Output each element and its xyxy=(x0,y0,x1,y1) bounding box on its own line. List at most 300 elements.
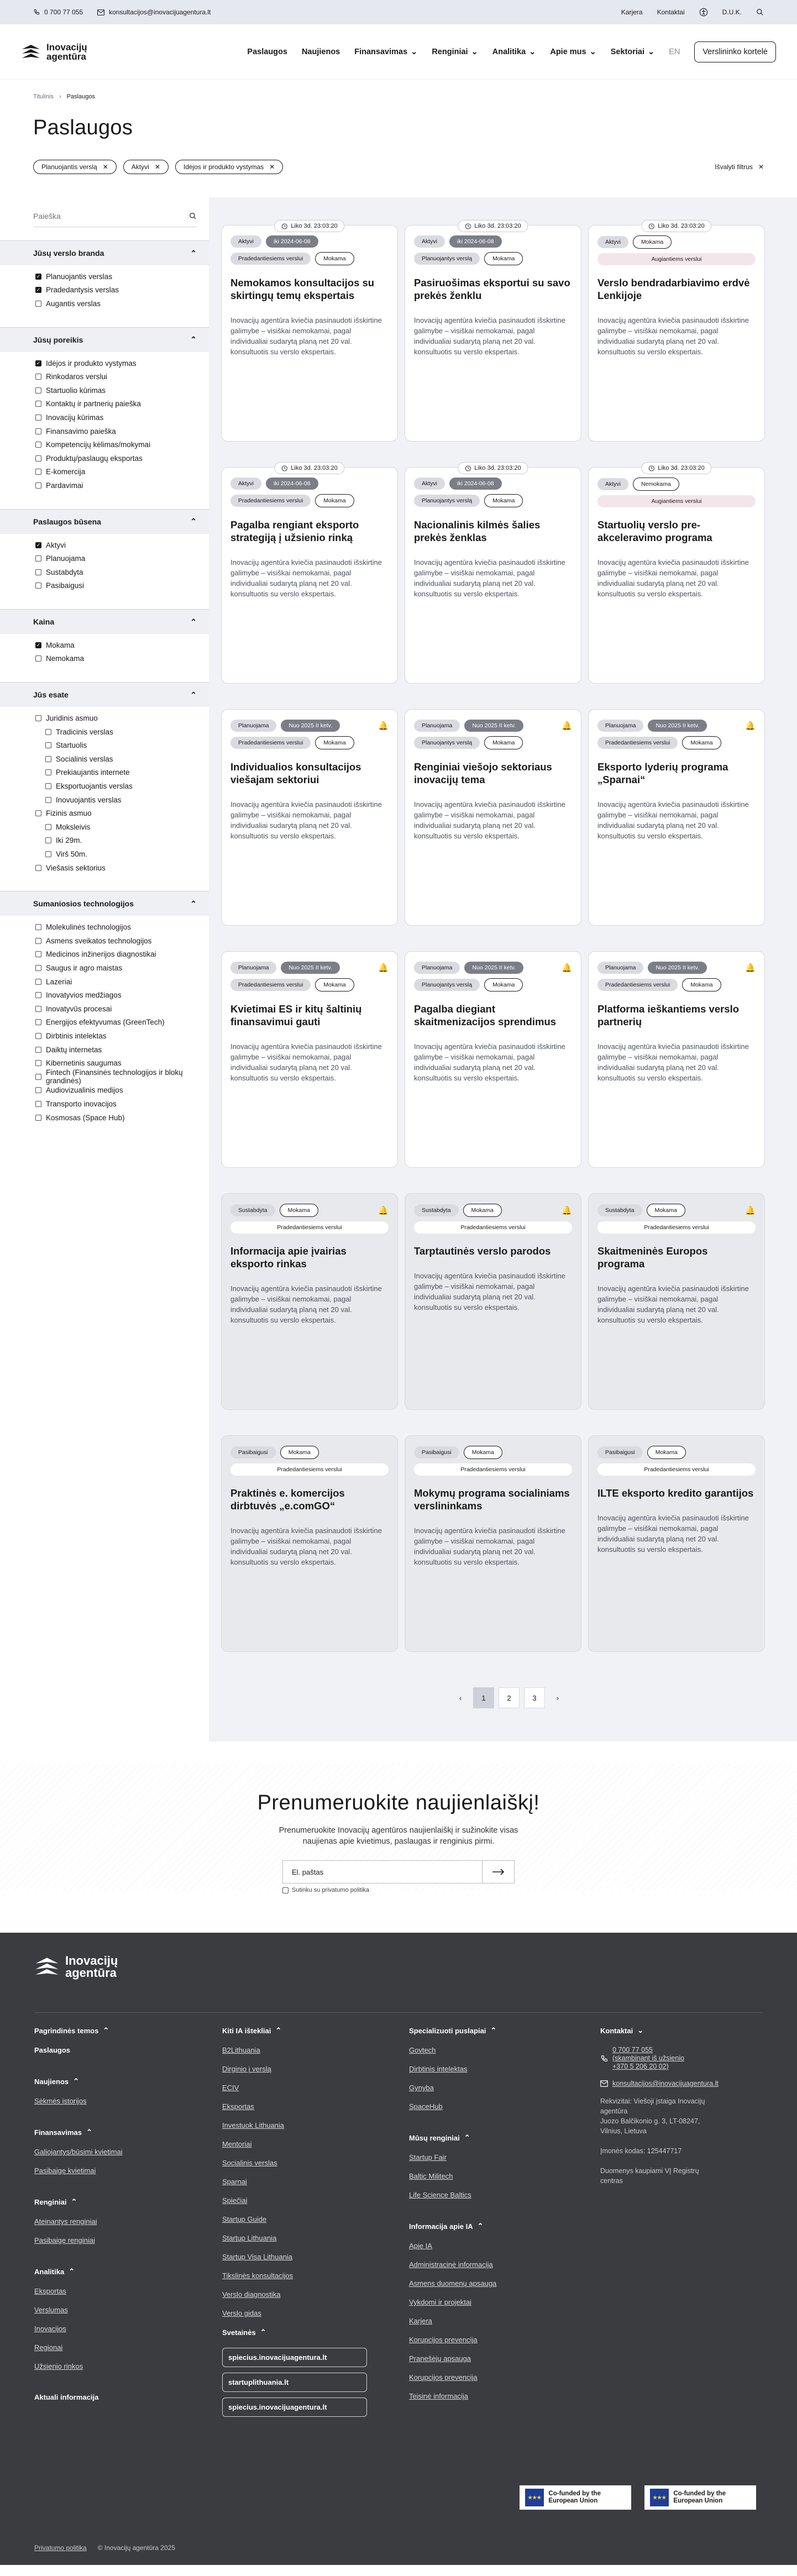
footer-link[interactable]: Korupcijos prevencija xyxy=(409,2336,478,2344)
checkbox[interactable] xyxy=(35,374,41,380)
card-title[interactable]: Pagalba diegiant skaitmenizacijos sprendimus xyxy=(414,1003,557,1027)
filter-option-label: Startuolio kūrimas xyxy=(46,386,106,395)
service-card[interactable] xyxy=(588,951,765,1168)
page-button[interactable]: 2 xyxy=(499,1687,520,1708)
footer-link[interactable]: Life Science Baltics xyxy=(409,2191,471,2199)
footer-logo[interactable] xyxy=(34,1955,763,1979)
nav-apie-mus[interactable]: Apie mus ⌄ xyxy=(550,47,596,56)
filter-option[interactable] xyxy=(35,820,209,834)
checkbox[interactable]: ✓ xyxy=(36,542,41,548)
checkbox[interactable] xyxy=(35,387,41,394)
footer-link[interactable]: Karjera xyxy=(409,2317,432,2325)
card-title[interactable]: Informacija apie įvairias eksporto rinkas xyxy=(230,1245,347,1269)
filter-option[interactable] xyxy=(35,438,209,452)
checkbox[interactable] xyxy=(35,415,41,421)
card-title[interactable]: Skaitmeninės Europos programa xyxy=(597,1245,708,1269)
card-badges-row xyxy=(597,1446,756,1459)
footer-link[interactable]: B2Lithuania xyxy=(222,2046,260,2054)
footer-link[interactable]: Dirginio į verslą xyxy=(222,2065,271,2073)
bell-icon[interactable]: 🔔 xyxy=(378,963,389,973)
footer-link[interactable]: Govtech xyxy=(409,2046,436,2054)
filter-option[interactable] xyxy=(35,356,209,370)
newsletter-description: Prenumeruokite Inovacijų agentūros naujienlaiškį ir sužinokite visas naujienas apie kvietimus, paslaugas ir renginius pirmi. xyxy=(279,1826,518,1846)
nav-renginiai[interactable]: Renginiai ⌄ xyxy=(432,47,478,56)
close-icon[interactable]: ✕ xyxy=(102,163,108,171)
eu-flag-icon: ★★★ xyxy=(525,2489,544,2506)
checkbox[interactable] xyxy=(35,810,41,816)
consent-checkbox[interactable] xyxy=(282,1887,289,1893)
footer-phone[interactable]: 0 700 77 055 (skambinant iš užsienio +370 5 206 20 02) xyxy=(600,2046,766,2071)
filter-option[interactable] xyxy=(35,579,209,593)
checkbox[interactable] xyxy=(35,1101,41,1107)
tag-badge: Mokama xyxy=(682,978,721,991)
checkbox[interactable] xyxy=(35,1060,41,1066)
footer-contacts-title: Kontaktai ⌄ xyxy=(600,2026,644,2035)
bell-icon[interactable]: 🔔 xyxy=(378,1206,389,1215)
card-description: Inovacijų agentūra kviečia pasinaudoti išskirtine galimybe – visiškai nemokamai, pagal individualiai sudarytą planą net 20 val. konsultuotis su verslo ekspertais. xyxy=(597,1514,749,1554)
filter-option[interactable] xyxy=(35,1084,209,1098)
footer-group-title[interactable] xyxy=(409,2222,600,2231)
checkbox[interactable]: ✓ xyxy=(36,287,41,293)
filter-option-label: Finansavimo paieška xyxy=(46,427,116,436)
footer-link[interactable]: Apie IA xyxy=(409,2242,432,2250)
filter-group-header[interactable] xyxy=(0,891,209,916)
checkbox[interactable] xyxy=(35,482,41,489)
checkbox[interactable] xyxy=(35,569,41,575)
card-title[interactable]: Kvietimai ES ir kitų šaltinių finansavimui gauti xyxy=(230,1003,362,1027)
card-title[interactable]: Mokymų programa socialiniams verslininkams xyxy=(414,1487,570,1512)
footer-link[interactable]: Dirbtinis intelektas xyxy=(409,2065,468,2073)
footer-link[interactable]: Socialinis verslas xyxy=(222,2159,277,2167)
card-title[interactable]: Pasiruošimas eksportui su savo prekės ženklu xyxy=(414,277,570,301)
footer-link[interactable]: Startup Guide xyxy=(222,2215,267,2223)
filter-option[interactable] xyxy=(35,806,209,820)
filter-option[interactable] xyxy=(35,465,209,479)
footer-link[interactable]: Pasibaigę renginiai xyxy=(34,2236,95,2244)
filter-chip[interactable]: Aktyvi ✕ xyxy=(123,160,169,174)
checkbox[interactable] xyxy=(35,455,41,461)
filter-option[interactable] xyxy=(35,847,209,861)
logo[interactable] xyxy=(21,43,87,61)
card-badges-row xyxy=(597,478,756,491)
filter-option[interactable] xyxy=(35,725,209,739)
footer-group-title[interactable] xyxy=(409,2133,600,2142)
footer-group-title[interactable] xyxy=(34,2077,222,2086)
filter-option[interactable] xyxy=(35,975,209,989)
checkbox[interactable] xyxy=(35,401,41,407)
page-button[interactable]: 1 xyxy=(473,1687,494,1708)
deadline-text: Liko 3d. 23:03:20 xyxy=(291,223,338,229)
filter-group-header[interactable] xyxy=(0,510,209,534)
checkbox[interactable] xyxy=(35,1047,41,1053)
filter-option[interactable] xyxy=(35,1111,209,1125)
search-icon[interactable] xyxy=(756,8,764,16)
card-badges-row xyxy=(597,235,756,249)
tag-badge: Mokama xyxy=(315,494,354,507)
bell-icon[interactable]: 🔔 xyxy=(378,721,389,731)
email-link[interactable]: konsultacijos@inovacijuagentura.lt xyxy=(97,8,211,16)
footer-link[interactable]: Regionai xyxy=(34,2343,63,2352)
checkbox[interactable] xyxy=(35,655,41,662)
checkbox[interactable] xyxy=(45,783,51,789)
checkbox[interactable]: ✓ xyxy=(36,360,41,366)
footer-group-title-text: Pagrindinės temos xyxy=(34,2026,99,2035)
filter-option[interactable] xyxy=(35,424,209,438)
service-card[interactable] xyxy=(588,225,765,442)
filter-option[interactable] xyxy=(35,752,209,766)
service-card[interactable] xyxy=(405,1435,581,1652)
filter-option-label: Mokama xyxy=(46,641,75,649)
card-title[interactable]: Praktinės e. komercijos dirbtuvės „e.comGO“ xyxy=(230,1487,345,1512)
checkbox[interactable] xyxy=(35,938,41,944)
faq-link[interactable]: D.U.K. xyxy=(722,8,742,16)
checkbox[interactable] xyxy=(35,865,41,871)
chevron-right-icon: › xyxy=(59,93,61,100)
filter-option[interactable] xyxy=(35,934,209,948)
footer-group-title[interactable] xyxy=(34,2267,222,2276)
tag-badge: Pradedantiesiems verslui xyxy=(230,979,311,991)
checkbox[interactable] xyxy=(45,837,51,843)
checkbox[interactable] xyxy=(45,729,51,735)
footer-group-title-text: Mūsų renginiai xyxy=(409,2133,460,2142)
filter-option-label: Molekulinės technologijos xyxy=(46,923,131,932)
footer-email[interactable]: konsultacijos@inovacijuagentura.lt xyxy=(600,2080,766,2087)
card-badges-row xyxy=(414,962,572,974)
privacy-link[interactable]: Privatumo politika xyxy=(34,2544,87,2552)
chevron-down-icon: ⌄ xyxy=(589,47,596,56)
footer-link[interactable]: Pasibaigę kvietimai xyxy=(34,2166,96,2175)
footer-link[interactable]: Korupcijos prevencija xyxy=(409,2373,478,2381)
close-icon[interactable]: ✕ xyxy=(154,163,160,171)
footer-link[interactable]: Inovacijos xyxy=(34,2325,66,2333)
checkbox[interactable]: ✓ xyxy=(36,273,41,279)
checkbox[interactable] xyxy=(35,924,41,930)
filter-option[interactable] xyxy=(35,1043,209,1057)
filter-group-header[interactable] xyxy=(0,328,209,352)
chevron-up-icon: ⌃ xyxy=(73,2077,80,2085)
filter-option[interactable] xyxy=(35,397,209,411)
card-description: Inovacijų agentūra kviečia pasinaudoti išskirtine galimybe – visiškai nemokamai, pagal individualiai sudarytą planą net 20 val. konsultuotis su verslo ekspertais. xyxy=(597,1284,749,1324)
tag-badge: Planuojantys verslą xyxy=(414,737,480,749)
service-card[interactable] xyxy=(405,1193,581,1410)
filter-option[interactable] xyxy=(35,538,209,552)
filter-option[interactable] xyxy=(35,1016,209,1030)
filter-option[interactable] xyxy=(35,638,209,652)
site-button[interactable]: spiecius.inovacijuagentura.lt xyxy=(222,2348,367,2367)
filter-option[interactable] xyxy=(35,920,209,934)
card-title[interactable]: Nacionalinis kilmės šalies prekės ženklas xyxy=(414,519,541,543)
checkbox[interactable] xyxy=(35,1074,41,1080)
card-title[interactable]: ILTE eksporto kredito garantijos xyxy=(597,1487,754,1499)
footer-link[interactable]: Gynyba xyxy=(409,2084,434,2092)
footer-link[interactable]: Investuok Lithuania xyxy=(222,2121,285,2129)
footer-link[interactable]: Užsienio rinkos xyxy=(34,2362,83,2370)
service-card[interactable] xyxy=(588,1435,765,1652)
bell-icon[interactable]: 🔔 xyxy=(562,963,572,973)
footer-link[interactable]: Startup Fair xyxy=(409,2153,447,2161)
checkbox[interactable] xyxy=(35,992,41,998)
spacer xyxy=(34,2116,222,2128)
filter-option[interactable] xyxy=(35,411,209,424)
card-title[interactable]: Pagalba rengiant eksporto strategiją į užsienio rinką xyxy=(230,519,359,543)
deadline-badge xyxy=(274,462,344,474)
site-button[interactable]: spiecius.inovacijuagentura.lt xyxy=(222,2397,367,2417)
logo-mark-icon xyxy=(21,44,41,60)
card-title[interactable]: Individualios konsultacijos viešajam sektoriui xyxy=(230,761,361,785)
filter-option[interactable] xyxy=(35,370,209,384)
bell-icon[interactable]: 🔔 xyxy=(562,1206,572,1215)
checkbox[interactable] xyxy=(45,797,51,803)
breadcrumb-home[interactable]: Titulinis xyxy=(33,93,54,100)
filter-option[interactable] xyxy=(35,384,209,397)
checkbox[interactable] xyxy=(35,428,41,434)
footer-link[interactable]: Verslo gidas xyxy=(222,2309,261,2317)
service-card[interactable] xyxy=(405,709,581,926)
checkbox[interactable] xyxy=(35,1006,41,1012)
filter-option[interactable] xyxy=(35,1029,209,1043)
footer-group-title[interactable] xyxy=(222,2026,409,2035)
status-badge: Nuo 2025 II ketv. xyxy=(464,962,523,974)
bell-icon[interactable]: 🔔 xyxy=(562,721,572,731)
chevron-up-icon[interactable]: ⌃ xyxy=(190,335,197,344)
footer-link[interactable]: Aktuali informacija xyxy=(34,2393,99,2401)
checkbox[interactable] xyxy=(35,965,41,971)
filter-sidebar xyxy=(0,197,209,1741)
search-icon[interactable] xyxy=(189,212,197,220)
footer-link[interactable]: Paslaugos xyxy=(34,2046,71,2054)
chevron-up-icon[interactable]: ⌃ xyxy=(190,617,197,626)
site-button[interactable]: startuplithuania.lt xyxy=(222,2373,367,2392)
card-title[interactable]: Verslo bendradarbiavimo erdvė Lenkijoje xyxy=(597,277,750,301)
footer-link[interactable]: Pranešėjų apsauga xyxy=(409,2354,471,2363)
service-card[interactable] xyxy=(221,1435,398,1652)
footer-group-title[interactable] xyxy=(222,2328,409,2337)
footer-address: Rekvizitai: Viešoji įstaiga Inovacijų agentūra Juozo Balčikonio g. 3, LT-08247, Vilnius, Lietuva xyxy=(600,2097,705,2135)
footer-link[interactable]: Asmens duomenų apsauga xyxy=(409,2279,497,2288)
filter-option[interactable] xyxy=(35,766,209,780)
deadline-text: Liko 3d. 23:03:20 xyxy=(658,223,705,229)
clock-icon xyxy=(465,223,471,229)
footer-group-title[interactable] xyxy=(34,2197,222,2206)
language-switch[interactable]: EN xyxy=(669,47,680,56)
filter-group-header[interactable] xyxy=(0,683,209,707)
search-input[interactable] xyxy=(33,212,177,221)
contacts-link[interactable]: Kontaktai xyxy=(657,8,685,16)
nav-naujienos[interactable]: Naujienos xyxy=(301,47,340,56)
nav-finansavimas[interactable]: Finansavimas ⌄ xyxy=(354,47,418,56)
chevron-up-icon[interactable]: ⌃ xyxy=(190,248,197,258)
footer-link[interactable]: Spiečiai xyxy=(222,2196,248,2205)
footer-link[interactable]: Mentoriai xyxy=(222,2140,252,2148)
filter-option[interactable] xyxy=(35,552,209,565)
footer xyxy=(0,1933,797,2565)
footer-link[interactable]: Sparnai xyxy=(222,2178,247,2186)
card-description: Inovacijų agentūra kviečia pasinaudoti išskirtine galimybe – visiškai nemokamai, pagal individualiai sudarytą planą net 20 val. konsultuotis su verslo ekspertais. xyxy=(230,558,382,598)
close-icon[interactable]: ✕ xyxy=(269,163,275,171)
footer-link[interactable]: Startup Lithuania xyxy=(222,2234,277,2242)
footer-link[interactable]: Sėkmės istorijos xyxy=(34,2097,87,2105)
newsletter-email-input[interactable]: El. paštas xyxy=(292,1867,324,1876)
checkbox[interactable] xyxy=(45,742,51,748)
footer-link[interactable]: ECIV xyxy=(222,2084,239,2092)
card-badges-row xyxy=(414,1204,572,1217)
filter-chip[interactable]: Idėjos ir produkto vystymas ✕ xyxy=(175,160,283,174)
service-card[interactable] xyxy=(221,709,398,926)
service-card[interactable] xyxy=(405,225,581,442)
nav-analitika[interactable]: Analitika ⌄ xyxy=(492,47,536,56)
spacer xyxy=(409,2210,600,2222)
filter-option[interactable] xyxy=(35,779,209,793)
nav-sektoriai[interactable]: Sektoriai ⌄ xyxy=(610,47,655,56)
filter-option[interactable] xyxy=(35,834,209,848)
footer-group-title[interactable] xyxy=(34,2128,222,2137)
checkbox[interactable] xyxy=(35,583,41,589)
footer-link[interactable]: Verslo diagnostika xyxy=(222,2290,281,2299)
arrow-right-icon[interactable] xyxy=(482,1861,514,1883)
checkbox[interactable] xyxy=(45,824,51,830)
status-badge: Aktyvi xyxy=(230,478,261,490)
footer-group-title-text: Informacija apie IA xyxy=(409,2222,473,2231)
filter-group-header[interactable] xyxy=(0,610,209,634)
filter-option[interactable] xyxy=(35,565,209,579)
checkbox[interactable] xyxy=(45,769,51,775)
footer-link[interactable]: SpaceHub xyxy=(409,2102,443,2111)
filter-option-label: Pasibaigusi xyxy=(46,581,85,590)
filter-option-label: Inovuojantis verslas xyxy=(56,795,122,804)
service-card[interactable] xyxy=(221,467,398,684)
checkbox[interactable] xyxy=(35,555,41,562)
status-badge: Sustabdyta xyxy=(230,1204,275,1216)
checkbox[interactable] xyxy=(35,979,41,985)
bell-icon[interactable]: 🔔 xyxy=(745,963,756,973)
filter-option[interactable] xyxy=(35,961,209,975)
card-title[interactable]: Startuolių verslo pre-akceleravimo programa xyxy=(597,519,712,543)
card-badges-row xyxy=(597,495,756,507)
checkbox[interactable] xyxy=(35,1019,41,1025)
chevron-up-icon[interactable]: ⌃ xyxy=(190,690,197,699)
filter-option[interactable] xyxy=(35,861,209,875)
deadline-badge xyxy=(458,220,528,232)
checkbox[interactable] xyxy=(35,469,41,475)
card-title[interactable]: Platforma ieškantiems verslo partnerių xyxy=(597,1003,740,1027)
service-card[interactable] xyxy=(221,225,398,442)
business-card-button[interactable]: Verslininko kortelė xyxy=(694,41,776,62)
checkbox[interactable] xyxy=(35,1115,41,1121)
footer-link[interactable]: Baltic Militech xyxy=(409,2172,453,2180)
footer-link[interactable]: Eksportas xyxy=(34,2287,66,2295)
career-link[interactable]: Karjera xyxy=(621,8,643,16)
clock-icon xyxy=(648,465,654,471)
spacer xyxy=(409,2121,600,2133)
filter-chip[interactable]: Planuojantis verslą ✕ xyxy=(33,160,117,174)
card-title[interactable]: Tarptautinės verslo parodos xyxy=(414,1245,551,1257)
checkbox[interactable] xyxy=(35,715,41,721)
mail-icon xyxy=(97,9,104,15)
card-badges-row xyxy=(414,478,572,490)
footer-group-title[interactable] xyxy=(34,2026,222,2035)
checkbox[interactable] xyxy=(35,1033,41,1039)
prev-page-arrow-icon[interactable]: ‹ xyxy=(459,1693,462,1702)
service-card[interactable] xyxy=(588,467,765,684)
filter-option[interactable] xyxy=(35,1097,209,1111)
card-title[interactable]: Nemokamos konsultacijos su skirtingų temų ekspertais xyxy=(230,277,375,301)
phone-link[interactable]: 0 700 77 055 xyxy=(33,8,83,16)
service-card[interactable] xyxy=(588,1193,765,1410)
filter-option[interactable] xyxy=(35,988,209,1002)
service-card[interactable] xyxy=(405,951,581,1168)
filter-option[interactable] xyxy=(35,479,209,492)
a11y-icon[interactable] xyxy=(699,8,708,17)
chevron-up-icon[interactable]: ⌃ xyxy=(190,899,197,908)
clear-filters-button[interactable]: Išvalyti filtrus ✕ xyxy=(715,163,764,171)
footer-link[interactable]: Teisinė informacija xyxy=(409,2392,468,2400)
bell-icon[interactable]: 🔔 xyxy=(745,1206,756,1215)
checkbox[interactable] xyxy=(35,442,41,448)
deadline-text: Liko 3d. 23:03:20 xyxy=(474,223,521,229)
service-card[interactable] xyxy=(405,467,581,684)
checkbox[interactable] xyxy=(45,851,51,857)
nav-paslaugos[interactable]: Paslaugos xyxy=(247,47,287,56)
filter-option[interactable] xyxy=(35,711,209,725)
service-card[interactable] xyxy=(588,709,765,926)
checkbox[interactable]: ✓ xyxy=(36,642,41,648)
filter-option[interactable] xyxy=(35,297,209,311)
newsletter-consent[interactable]: Sutinku su privatumo politika xyxy=(282,1887,515,1893)
chevron-up-icon: ⌃ xyxy=(71,2197,77,2206)
card-title[interactable]: Renginiai viešojo sektoriaus inovacijų tema xyxy=(414,761,552,785)
checkbox[interactable] xyxy=(35,301,41,307)
card-badges-row xyxy=(597,1221,756,1234)
status-badge: Nuo 2025 II ketv. xyxy=(281,720,340,732)
filter-options xyxy=(0,265,209,314)
footer-group-title[interactable] xyxy=(409,2026,600,2035)
footer-link[interactable]: Galiojantys/būsimi kvietimai xyxy=(34,2148,123,2156)
bell-icon[interactable]: 🔔 xyxy=(745,721,756,731)
footer-link[interactable]: Ateinantys renginiai xyxy=(34,2217,97,2226)
footer-link[interactable]: Eksportas xyxy=(222,2102,254,2111)
footer-link[interactable]: Tikslinės konsultacijos xyxy=(222,2271,293,2280)
filter-option[interactable] xyxy=(35,1002,209,1016)
filter-option[interactable] xyxy=(35,270,209,284)
filter-option[interactable] xyxy=(35,452,209,465)
footer-link[interactable]: Verslumas xyxy=(34,2306,68,2314)
filter-group-header[interactable] xyxy=(0,241,209,265)
service-card[interactable] xyxy=(221,1193,398,1410)
filter-option[interactable] xyxy=(35,948,209,962)
filter-option[interactable] xyxy=(35,652,209,666)
page-button[interactable]: 3 xyxy=(524,1687,545,1708)
checkbox[interactable] xyxy=(35,1087,41,1093)
deadline-badge xyxy=(274,220,344,232)
footer-link[interactable]: Administracinė informacija xyxy=(409,2260,493,2269)
filter-option[interactable] xyxy=(35,793,209,807)
footer-link[interactable]: Startup Visa Lithuania xyxy=(222,2253,292,2261)
filter-option[interactable] xyxy=(35,1056,209,1070)
card-title[interactable]: Eksporto lyderių programa „Sparnai“ xyxy=(597,761,728,785)
filter-option[interactable] xyxy=(35,284,209,297)
filter-option[interactable] xyxy=(35,1070,209,1084)
card-description: Inovacijų agentūra kviečia pasinaudoti išskirtine galimybe – visiškai nemokamai, pagal individualiai sudarytą planą net 20 val. konsultuotis su verslo ekspertais. xyxy=(230,1284,382,1324)
mail-icon xyxy=(600,2080,608,2087)
checkbox[interactable] xyxy=(45,756,51,762)
footer-link[interactable]: Vykdomi ir projektai xyxy=(409,2298,471,2306)
chevron-up-icon[interactable]: ⌃ xyxy=(190,517,197,526)
checkbox[interactable] xyxy=(35,951,41,957)
service-card[interactable] xyxy=(221,951,398,1168)
filter-option[interactable] xyxy=(35,738,209,752)
card-badges-row xyxy=(414,1221,572,1234)
next-page-arrow-icon[interactable]: › xyxy=(556,1693,559,1702)
